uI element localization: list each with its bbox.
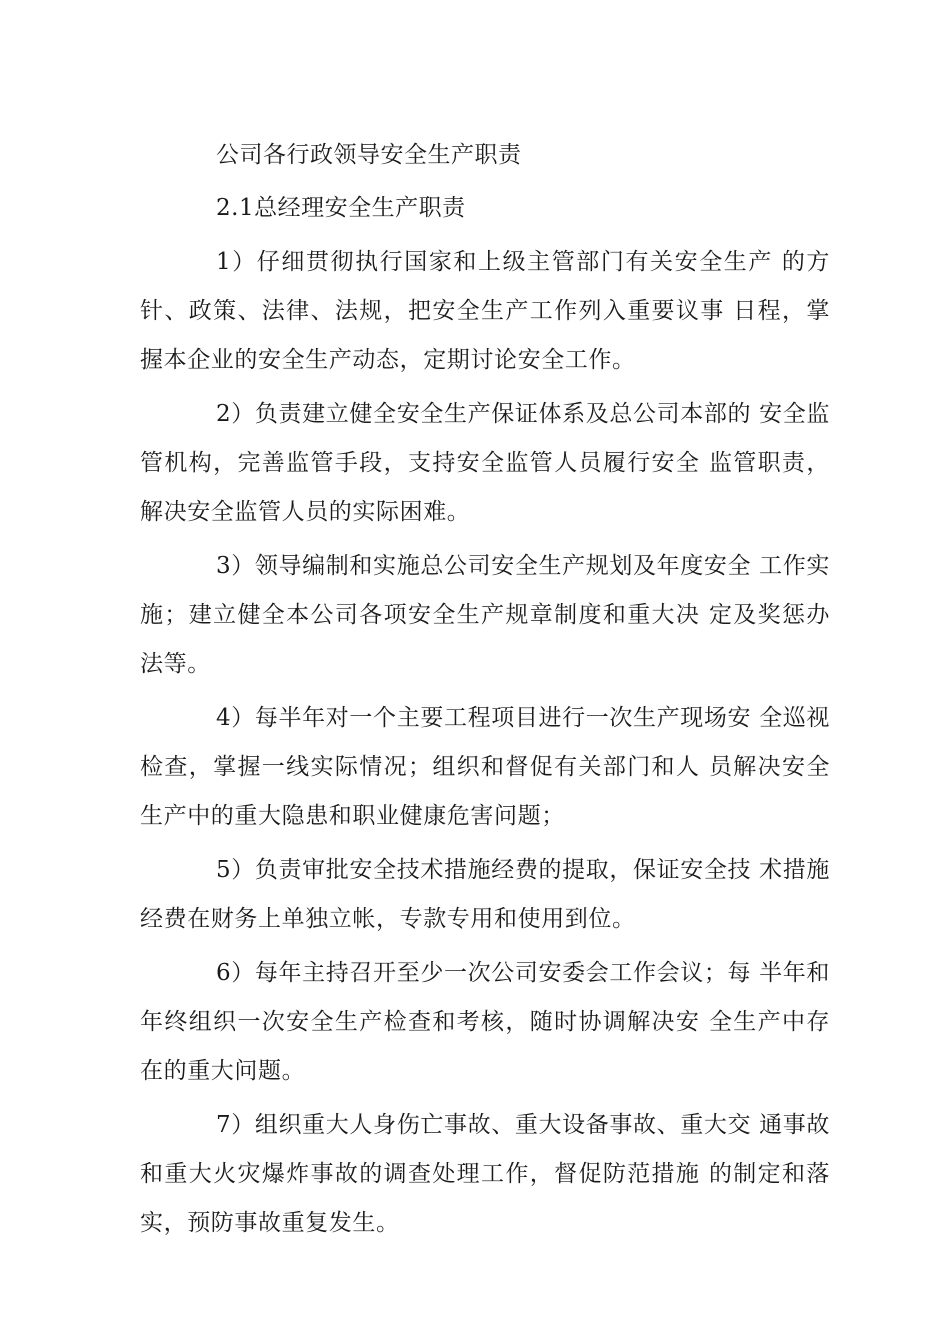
- paragraph-4: 4）每半年对一个主要工程项目进行一次生产现场安 全巡视检查，掌握一线实际情况；组织和督促有关部门和人 员解决安全生产中的重大隐患和职业健康危害问题；: [140, 705, 830, 829]
- paragraph-3: 3）领导编制和实施总公司安全生产规划及年度安全 工作实施；建立健全本公司各项安全生产规章制度和重大决 定及奖惩办法等。: [140, 553, 830, 677]
- paragraph-1: 1）仔细贯彻执行国家和上级主管部门有关安全生产 的方针、政策、法律、法规，把安全生产工作列入重要议事 日程，掌握本企业的安全生产动态，定期讨论安全工作。: [140, 249, 830, 373]
- paragraph-7: 7）组织重大人身伤亡事故、重大设备事故、重大交 通事故和重大火灾爆炸事故的调查处理工作，督促防范措施 的制定和落实，预防事故重复发生。: [140, 1112, 830, 1236]
- subsection-title: 2.1总经理安全生产职责: [216, 195, 466, 221]
- document-body: [140, 132, 830, 1253]
- paragraph-5: 5）负责审批安全技术措施经费的提取，保证安全技 术措施经费在财务上单独立帐，专款专用和使用到位。: [140, 857, 830, 932]
- paragraph-6: 6）每年主持召开至少一次公司安委会工作会议；每 半年和年终组织一次安全生产检查和考核，随时协调解决安 全生产中存在的重大问题。: [140, 960, 830, 1084]
- section-title: 公司各行政领导安全生产职责: [216, 142, 522, 168]
- paragraph-2: 2）负责建立健全安全生产保证体系及总公司本部的 安全监管机构，完善监管手段，支持安全监管人员履行安全 监管职责，解决安全监管人员的实际困难。: [140, 401, 830, 525]
